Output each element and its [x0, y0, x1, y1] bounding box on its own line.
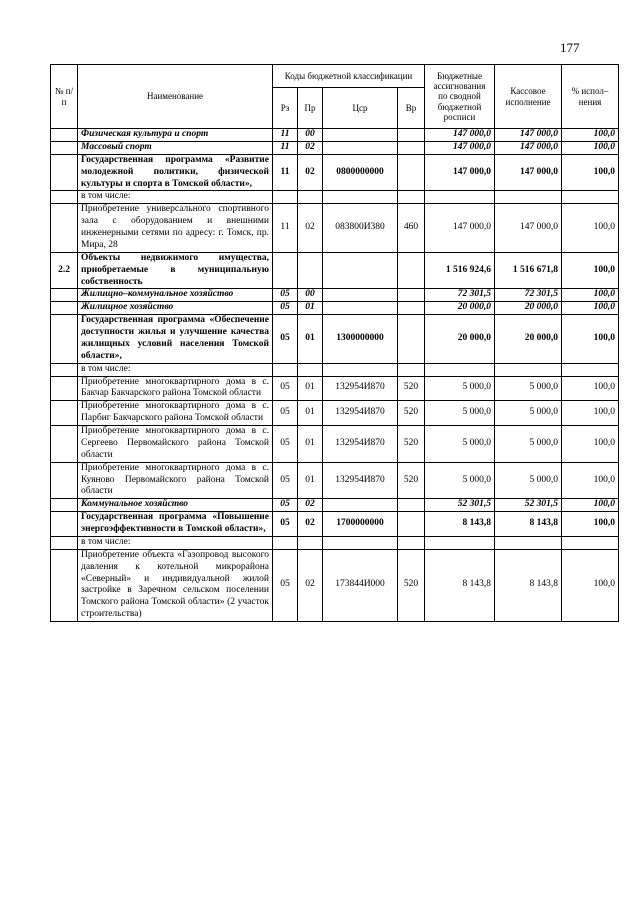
table-row: [51, 289, 619, 302]
cell-num: [51, 191, 78, 204]
cell-name: Государственная программа «Обеспечение доступности жилья и улучшение качества жилищных условий населения Томской области»,: [78, 315, 273, 364]
table-row: [51, 462, 619, 499]
cell-assign: 8 143,8: [425, 512, 495, 537]
cell-vr: [398, 141, 425, 154]
cell-vr: [398, 129, 425, 142]
cell-vr: 520: [398, 401, 425, 426]
cell-pct: 100,0: [562, 376, 619, 401]
header-name: Наименование: [78, 65, 273, 129]
cell-pr: 01: [298, 462, 323, 499]
cell-cash: 5 000,0: [495, 376, 562, 401]
cell-name: Приобретение многоквартирного дома в с. Бакчар Бакчарского района Томской области: [78, 376, 273, 401]
cell-rz: 05: [273, 302, 298, 315]
cell-cash: 147 000,0: [495, 129, 562, 142]
cell-csr: 132954И870: [323, 426, 398, 463]
cell-pr: [298, 363, 323, 376]
cell-csr: [323, 129, 398, 142]
cell-csr: 173844И000: [323, 549, 398, 621]
cell-name: Жилищное хозяйство: [78, 302, 273, 315]
table-row: [51, 376, 619, 401]
cell-cash: [495, 363, 562, 376]
cell-pct: 100,0: [562, 141, 619, 154]
cell-cash: 147 000,0: [495, 204, 562, 253]
cell-rz: 05: [273, 549, 298, 621]
cell-assign: 5 000,0: [425, 426, 495, 463]
cell-assign: 20 000,0: [425, 302, 495, 315]
cell-pr: 02: [298, 154, 323, 191]
cell-num: [51, 302, 78, 315]
cell-pr: 02: [298, 141, 323, 154]
cell-cash: 52 301,5: [495, 499, 562, 512]
cell-csr: 0800000000: [323, 154, 398, 191]
cell-name: Жилищно–коммунальное хозяйство: [78, 289, 273, 302]
cell-pr: [298, 536, 323, 549]
cell-name: Физическая культура и спорт: [78, 129, 273, 142]
table-row: [51, 401, 619, 426]
cell-vr: [398, 363, 425, 376]
cell-csr: [323, 363, 398, 376]
cell-rz: [273, 536, 298, 549]
cell-assign: 72 301,5: [425, 289, 495, 302]
cell-pr: [298, 191, 323, 204]
cell-rz: 05: [273, 426, 298, 463]
cell-rz: 05: [273, 376, 298, 401]
header-row: [51, 65, 619, 88]
cell-vr: [398, 302, 425, 315]
cell-cash: [495, 536, 562, 549]
cell-pct: 100,0: [562, 315, 619, 364]
table-row: [51, 252, 619, 289]
table-row: [51, 302, 619, 315]
cell-csr: 132954И870: [323, 401, 398, 426]
cell-csr: 132954И870: [323, 376, 398, 401]
cell-cash: 147 000,0: [495, 141, 562, 154]
cell-pr: 02: [298, 512, 323, 537]
cell-name: Коммунальное хозяйство: [78, 499, 273, 512]
cell-pct: 100,0: [562, 252, 619, 289]
header-assign: Бюджетные ассигнования по сводной бюджетной росписи: [425, 65, 495, 129]
cell-name: в том числе:: [78, 363, 273, 376]
cell-num: [51, 499, 78, 512]
cell-rz: 05: [273, 512, 298, 537]
cell-num: [51, 363, 78, 376]
cell-vr: [398, 252, 425, 289]
cell-assign: [425, 363, 495, 376]
cell-num: [51, 536, 78, 549]
cell-name: Приобретение многоквартирного дома в с. Парбиг Бакчарского района Томской области: [78, 401, 273, 426]
cell-rz: 05: [273, 315, 298, 364]
cell-name: Приобретение многоквартирного дома в с. Сергеево Первомайского района Томской области: [78, 426, 273, 463]
cell-csr: 083800И380: [323, 204, 398, 253]
cell-pr: [298, 252, 323, 289]
cell-assign: 8 143,8: [425, 549, 495, 621]
cell-csr: [323, 141, 398, 154]
cell-csr: [323, 289, 398, 302]
cell-vr: 520: [398, 549, 425, 621]
cell-pct: 100,0: [562, 289, 619, 302]
cell-num: [51, 376, 78, 401]
table-row: [51, 536, 619, 549]
cell-num: [51, 426, 78, 463]
cell-pr: 02: [298, 204, 323, 253]
cell-vr: [398, 315, 425, 364]
cell-cash: 5 000,0: [495, 401, 562, 426]
cell-csr: [323, 536, 398, 549]
table-row: [51, 499, 619, 512]
header-pr: Пр: [298, 88, 323, 129]
cell-assign: 5 000,0: [425, 401, 495, 426]
cell-num: [51, 154, 78, 191]
cell-rz: 11: [273, 129, 298, 142]
cell-pr: 02: [298, 499, 323, 512]
cell-assign: 5 000,0: [425, 376, 495, 401]
cell-assign: 5 000,0: [425, 462, 495, 499]
cell-vr: [398, 289, 425, 302]
cell-num: [51, 462, 78, 499]
table-row: [51, 549, 619, 621]
cell-pct: 100,0: [562, 462, 619, 499]
cell-cash: 147 000,0: [495, 154, 562, 191]
cell-assign: [425, 191, 495, 204]
cell-csr: [323, 191, 398, 204]
cell-name: Объекты недвижимого имущества, приобретаемые в муниципальную собственность: [78, 252, 273, 289]
cell-vr: 460: [398, 204, 425, 253]
cell-num: [51, 315, 78, 364]
cell-num: 2.2: [51, 252, 78, 289]
cell-pct: [562, 191, 619, 204]
header-vr: Вр: [398, 88, 425, 129]
cell-assign: 20 000,0: [425, 315, 495, 364]
cell-pct: 100,0: [562, 426, 619, 463]
cell-rz: 11: [273, 141, 298, 154]
cell-vr: 520: [398, 462, 425, 499]
table-body: [51, 129, 619, 622]
header-codes-group: Коды бюджетной классификации: [273, 65, 425, 88]
cell-cash: 20 000,0: [495, 302, 562, 315]
cell-num: [51, 289, 78, 302]
cell-name: Государственная программа «Развитие молодежной политики, физической культуры и спорта в Томской области»,: [78, 154, 273, 191]
cell-num: [51, 512, 78, 537]
cell-rz: 11: [273, 204, 298, 253]
cell-num: [51, 401, 78, 426]
header-num: № п/п: [51, 65, 78, 129]
cell-rz: [273, 191, 298, 204]
cell-csr: [323, 302, 398, 315]
cell-cash: 8 143,8: [495, 549, 562, 621]
cell-rz: [273, 363, 298, 376]
cell-pct: 100,0: [562, 302, 619, 315]
cell-csr: 132954И870: [323, 462, 398, 499]
cell-pct: [562, 536, 619, 549]
cell-cash: [495, 191, 562, 204]
cell-assign: 52 301,5: [425, 499, 495, 512]
cell-name: Приобретение объекта «Газопровод высокого давления к котельной микрорайона «Северный» и индивидуальной жилой застройке в Заречном сельском поселении Томского района Томской области» (2 участок строительства): [78, 549, 273, 621]
cell-csr: 1300000000: [323, 315, 398, 364]
cell-pr: 00: [298, 129, 323, 142]
table-row: [51, 363, 619, 376]
cell-pr: 01: [298, 401, 323, 426]
cell-pr: 01: [298, 302, 323, 315]
table-row: [51, 129, 619, 142]
cell-name: Приобретение многоквартирного дома в с. Куяново Первомайского района Томской области: [78, 462, 273, 499]
cell-assign: [425, 536, 495, 549]
cell-pr: 02: [298, 549, 323, 621]
cell-vr: [398, 191, 425, 204]
cell-num: [51, 141, 78, 154]
table-row: [51, 315, 619, 364]
cell-csr: 1700000000: [323, 512, 398, 537]
cell-rz: 05: [273, 499, 298, 512]
cell-name: Массовый спорт: [78, 141, 273, 154]
cell-pct: [562, 363, 619, 376]
cell-num: [51, 549, 78, 621]
cell-pct: 100,0: [562, 401, 619, 426]
cell-num: [51, 129, 78, 142]
cell-pr: 00: [298, 289, 323, 302]
cell-cash: 1 516 671,8: [495, 252, 562, 289]
table-row: [51, 426, 619, 463]
cell-rz: 05: [273, 289, 298, 302]
cell-name: в том числе:: [78, 536, 273, 549]
cell-assign: 1 516 924,6: [425, 252, 495, 289]
cell-pct: 100,0: [562, 512, 619, 537]
cell-cash: 5 000,0: [495, 426, 562, 463]
cell-csr: [323, 499, 398, 512]
cell-vr: 520: [398, 376, 425, 401]
cell-vr: [398, 154, 425, 191]
cell-rz: [273, 252, 298, 289]
cell-cash: 72 301,5: [495, 289, 562, 302]
cell-csr: [323, 252, 398, 289]
page-number: 177: [560, 40, 580, 55]
cell-name: Приобретение универсального спортивного зала с оборудованием и внешними инженерными сетями по адресу: г. Томск, пр. Мира, 28: [78, 204, 273, 253]
cell-name: в том числе:: [78, 191, 273, 204]
cell-pct: 100,0: [562, 499, 619, 512]
header-pct: % испол–нения: [562, 65, 619, 129]
table-row: [51, 512, 619, 537]
cell-pr: 01: [298, 376, 323, 401]
cell-num: [51, 204, 78, 253]
cell-cash: 8 143,8: [495, 512, 562, 537]
cell-pr: 01: [298, 315, 323, 364]
cell-vr: [398, 512, 425, 537]
cell-rz: 05: [273, 401, 298, 426]
cell-pct: 100,0: [562, 204, 619, 253]
cell-pct: 100,0: [562, 549, 619, 621]
table-row: [51, 141, 619, 154]
cell-vr: [398, 499, 425, 512]
cell-pr: 01: [298, 426, 323, 463]
cell-vr: [398, 536, 425, 549]
cell-pct: 100,0: [562, 154, 619, 191]
cell-assign: 147 000,0: [425, 129, 495, 142]
cell-rz: 11: [273, 154, 298, 191]
cell-cash: 5 000,0: [495, 462, 562, 499]
cell-assign: 147 000,0: [425, 141, 495, 154]
table-row: [51, 204, 619, 253]
cell-pct: 100,0: [562, 129, 619, 142]
header-csr: Цср: [323, 88, 398, 129]
cell-assign: 147 000,0: [425, 154, 495, 191]
cell-vr: 520: [398, 426, 425, 463]
header-rz: Рз: [273, 88, 298, 129]
budget-table: [50, 64, 619, 622]
cell-name: Государственная программа «Повышение энергоэффективности в Томской области»,: [78, 512, 273, 537]
cell-cash: 20 000,0: [495, 315, 562, 364]
cell-assign: 147 000,0: [425, 204, 495, 253]
table-row: [51, 191, 619, 204]
header-cash: Кассовое исполнение: [495, 65, 562, 129]
table-row: [51, 154, 619, 191]
cell-rz: 05: [273, 462, 298, 499]
